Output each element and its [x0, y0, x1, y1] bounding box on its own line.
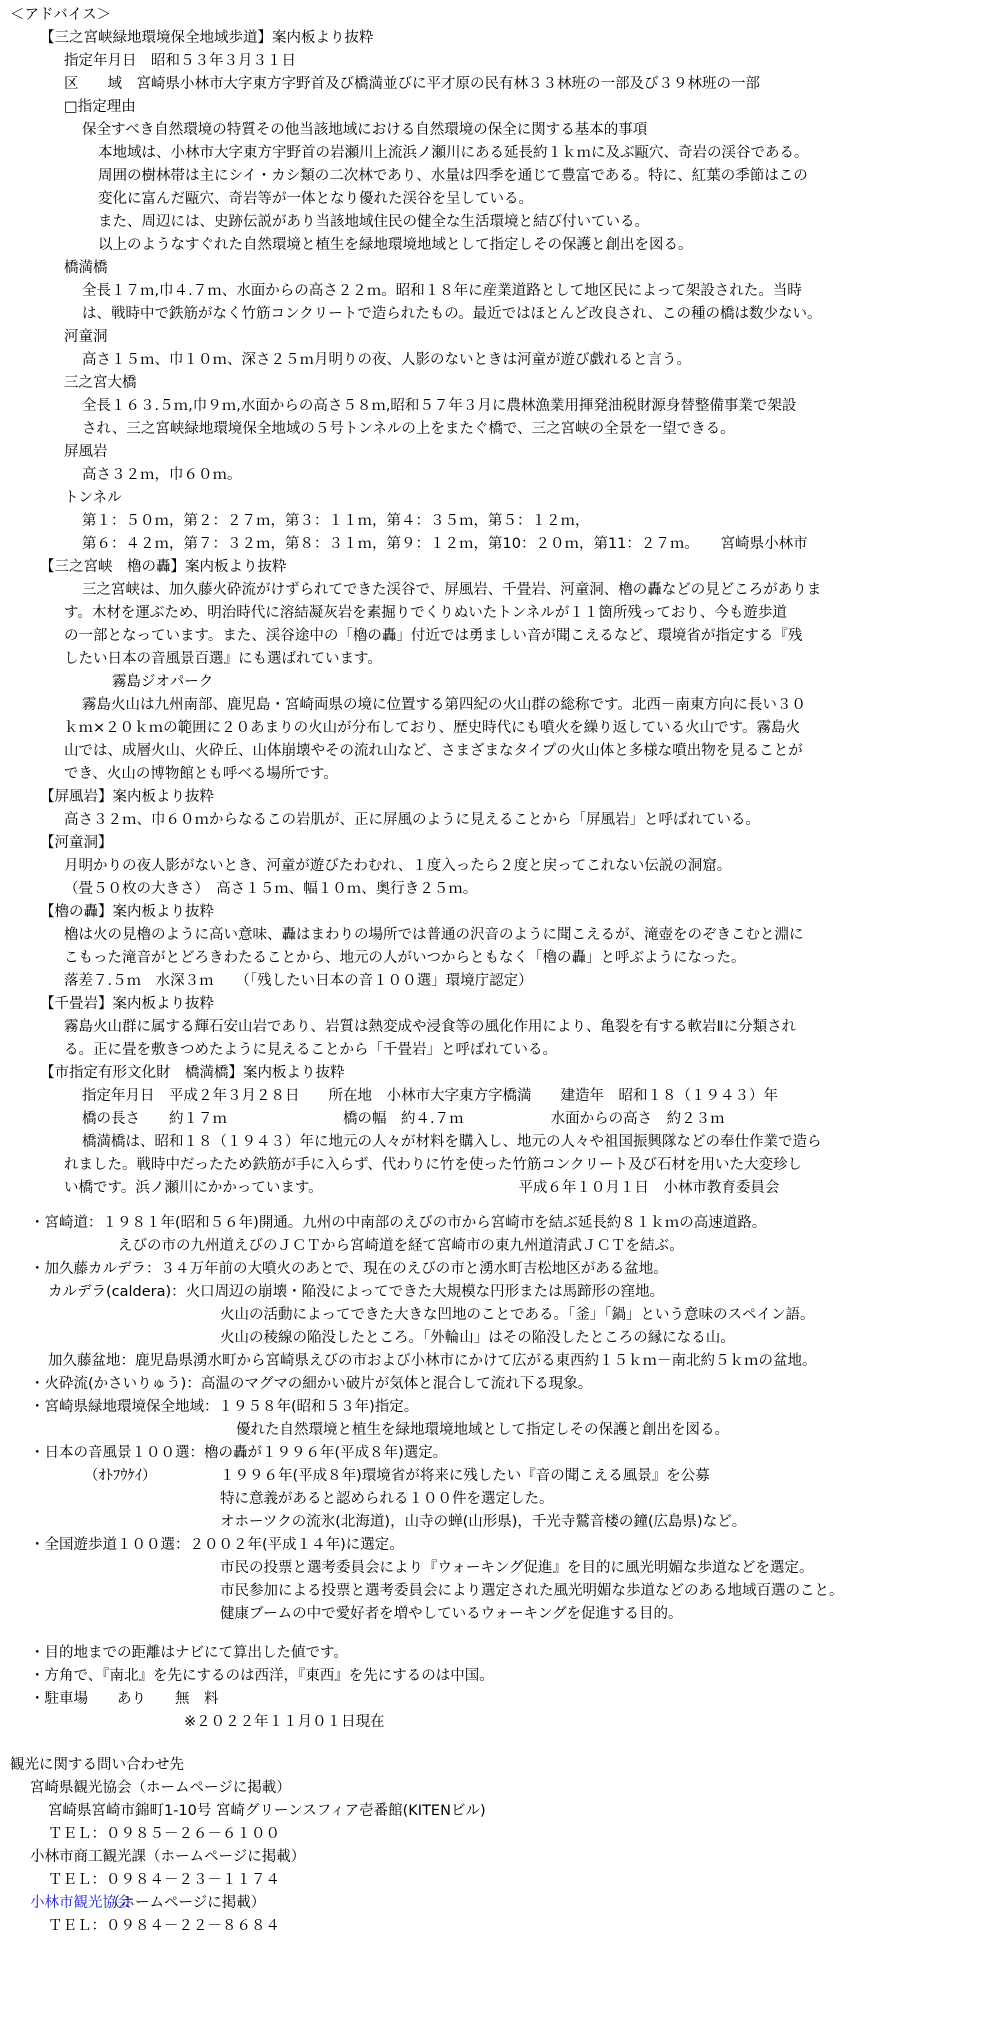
- text-line: の一部となっています。また、渓谷途中の「櫓の轟」付近では勇ましい音が聞こえるなど、環境省が指定する『残: [64, 628, 803, 644]
- text-line: ＜アドバイス＞: [10, 7, 112, 23]
- text-line: され、三之宮峡緑地環境保全地域の５号トンネルの上をまたぐ橋で、三之宮峡の全景を一望できる。: [82, 421, 735, 437]
- text-line: 加久藤盆地：鹿児島県湧水町から宮崎県えびの市および小林市にかけて広がる東西約１５ｋｍ－南北約５ｋｍの盆地。: [48, 1353, 817, 1369]
- text-line: ・火砕流(かさいりゅう)：高温のマグマの細かい破片が気体と混合して流れ下る現象。: [30, 1376, 593, 1392]
- text-line: 第１：５０ｍ，第２：２７ｍ，第３：１１ｍ，第４：３５ｍ，第５：１２ｍ，: [82, 513, 590, 529]
- text-line: 観光に関する問い合わせ先: [10, 1757, 184, 1773]
- text-line: 三之宮大橋: [64, 375, 137, 391]
- text-line: １９９６年(平成８年)環境省が将来に残したい『音の聞こえる風景』を公募: [220, 1468, 710, 1484]
- text-line: 【市指定有形文化財 橋満橋】案内板より抜粋: [40, 1065, 345, 1081]
- text-line: 区 域 宮崎県小林市大字東方字野首及び橋満並びに平才原の民有林３３林班の一部及び３９林班の一部: [64, 76, 760, 92]
- text-line: ・加久藤カルデラ：３４万年前の大噴火のあとで、現在のえびの市と湧水町吉松地区がある盆地。: [30, 1261, 668, 1277]
- text-line: こもった滝音がとどろきわたることから、地元の人がいつからともなく「櫓の轟」と呼ぶようになった。: [64, 950, 746, 966]
- text-line: □指定理由: [64, 99, 136, 115]
- text-line: 宮崎県観光協会（ホームページに掲載）: [30, 1780, 291, 1796]
- text-line: したい日本の音風景百選』にも選ばれています。: [64, 651, 382, 667]
- text-line: トンネル: [64, 490, 122, 506]
- text-line: 高さ３２ｍ，巾６０ｍ。: [82, 467, 242, 483]
- text-line: 霧島ジオパーク: [112, 674, 214, 690]
- kobayashi-tourism-association-link[interactable]: 小林市観光協会: [30, 1895, 132, 1911]
- text-line: ・目的地までの距離はナビにて算出した値です。: [30, 1645, 348, 1661]
- text-line: 全長１７ｍ,巾４.７ｍ、水面からの高さ２２ｍ。昭和１８年に産業道路として地区民によって架設された。当時: [82, 283, 802, 299]
- text-line: 橋満橋は、昭和１８（１９４３）年に地元の人々が材料を購入し、地元の人々や祖国振興隊などの奉仕作業で造ら: [82, 1134, 822, 1150]
- text-line: 第６：４２ｍ，第７：３２ｍ，第８：３１ｍ，第９：１２ｍ，第10：２０ｍ，第11：２７ｍ。 宮崎県小林市: [82, 536, 808, 552]
- text-line: 山では、成層火山、火砕丘、山体崩壊やその流れ山など、さまざまなタイプの火山体と多様な噴出物を見ることが: [64, 743, 803, 759]
- text-line: ＴＥＬ：０９８５－２６－６１００: [48, 1826, 280, 1842]
- text-line: オホーツクの流氷(北海道)，山寺の蝉(山形県)，千光寺鷲音楼の鐘(広島県)など。: [220, 1514, 747, 1530]
- text-line: 月明かりの夜人影がないとき、河童が遊びたわむれ、１度入ったら２度と戻ってこれない伝説の洞窟。: [64, 858, 732, 874]
- text-line: 【三之宮峡緑地環境保全地域歩道】案内板より抜粋: [40, 30, 374, 46]
- text-line: 【櫓の轟】案内板より抜粋: [40, 904, 214, 920]
- text-line: 全長１６３.５ｍ,巾９ｍ,水面からの高さ５８ｍ,昭和５７年３月に農林漁業用揮発油税財源身替整備事業で架設: [82, 398, 797, 414]
- text-line: 火山の活動によってできた大きな凹地のことである。「釜」「鍋」という意味のスペイン語。: [220, 1307, 815, 1323]
- text-line: （畳５０枚の大きさ） 高さ１５ｍ、幅１０ｍ、奥行き２５ｍ。: [64, 881, 478, 897]
- text-line: （ホームページに掲載）: [106, 1895, 266, 1911]
- text-line: ・宮崎道：１９８１年(昭和５６年)開通。九州の中南部のえびの市から宮崎市を結ぶ延長約８１ｋｍの高速道路。: [30, 1215, 767, 1231]
- text-line: 【屏風岩】案内板より抜粋: [40, 789, 214, 805]
- text-line: ・宮崎県緑地環境保全地域：１９５８年(昭和５３年)指定。: [30, 1399, 419, 1415]
- text-line: 市民の投票と選考委員会により『ウォーキング促進』を目的に風光明媚な歩道などを選定。: [220, 1560, 814, 1576]
- text-line: えびの市の九州道えびのＪＣＴから宮崎道を経て宮崎市の東九州道清武ＪＣＴを結ぶ。: [118, 1238, 684, 1254]
- text-line: 三之宮峡は、加久藤火砕流がけずられてできた渓谷で、屏風岩、千畳岩、河童洞、櫓の轟などの見どころがありま: [82, 582, 822, 598]
- text-line: 小林市商工観光課（ホームページに掲載）: [30, 1849, 306, 1865]
- text-line: れました。戦時中だったため鉄筋が手に入らず、代わりに竹を使った竹筋コンクリート及び石材を用いた大変珍し: [64, 1157, 803, 1173]
- text-line: 周囲の樹林帯は主にシイ・カシ類の二次林であり、水量は四季を通じて豊富である。特に、紅葉の季節はこの: [98, 168, 808, 184]
- text-line: 優れた自然環境と植生を緑地環境地域として指定しその保護と創出を図る。: [236, 1422, 729, 1438]
- text-line: 特に意義があると認められる１００件を選定した。: [220, 1491, 554, 1507]
- text-line: ・駐車場 あり 無 料: [30, 1691, 219, 1707]
- text-line: 火山の稜線の陥没したところ。「外輪山」はその陥没したところの縁になる山。: [220, 1330, 735, 1346]
- text-line: 落差７.５ｍ 水深３ｍ （「残したい日本の音１００選」環境庁認定）: [64, 973, 533, 989]
- text-line: 屏風岩: [64, 444, 108, 460]
- text-line: 橋満橋: [64, 260, 108, 276]
- text-line: ＴＥＬ：０９８４－２３－１１７４: [48, 1872, 280, 1888]
- text-line: 【河童洞】: [40, 835, 113, 851]
- text-line: い橋です。浜ノ瀬川にかかっています。 平成６年１０月１日 小林市教育委員会: [64, 1180, 780, 1196]
- text-line: ・方角で、『南北』を先にするのは西洋，『東西』を先にするのは中国。: [30, 1668, 494, 1684]
- text-line: 櫓は火の見櫓のように高い意味、轟はまわりの場所では普通の沢音のように聞こえるが、滝壺をのぞきこむと淵に: [64, 927, 804, 943]
- text-line: 霧島火山群に属する輝石安山岩であり、岩質は熱変成や浸食等の風化作用により、亀裂を有する軟岩Ⅱに分類され: [64, 1019, 797, 1035]
- text-line: 高さ３２ｍ、巾６０ｍからなるこの岩肌が、正に屏風のように見えることから「屏風岩」と呼ばれている。: [64, 812, 760, 828]
- text-line: る。正に畳を敷きつめたように見えることから「千畳岩」と呼ばれている。: [64, 1042, 557, 1058]
- text-line: カルデラ(caldera)：火口周辺の崩壊・陥没によってできた大規模な円形または馬蹄形の窪地。: [48, 1284, 665, 1300]
- text-line: す。木材を運ぶため、明治時代に溶結凝灰岩を素掘りでくりぬいたトンネルが１１箇所残っており、今も遊歩道: [64, 605, 787, 621]
- text-line: 本地域は、小林市大字東方宇野首の岩瀬川上流浜ノ瀬川にある延長約１ｋｍに及ぶ甌穴、奇岩の渓谷である。: [98, 145, 809, 161]
- text-line: 橋の長さ 約１７ｍ 橋の幅 約４.７ｍ 水面からの高さ 約２３ｍ: [82, 1111, 725, 1127]
- text-line: でき、火山の博物館とも呼べる場所です。: [64, 766, 338, 782]
- text-line: ｋｍ×２０ｋｍの範囲に２０あまりの火山が分布しており、歴史時代にも噴火を繰り返している火山です。霧島火: [64, 720, 800, 736]
- text-line: 健康ブームの中で愛好者を増やしているウォーキングを促進する目的。: [220, 1606, 683, 1622]
- text-line: 宮崎県宮崎市錦町1-10号 宮崎グリーンスフィア壱番館(KITENビル): [48, 1803, 486, 1819]
- text-line: （ｵﾄﾌｳｹｲ）: [84, 1468, 157, 1484]
- text-line: ※２０２２年１１月０１日現在: [184, 1714, 385, 1730]
- text-line: 霧島火山は九州南部、鹿児島・宮崎両県の境に位置する第四紀の火山群の総称です。北西－南東方向に長い３０: [82, 697, 806, 713]
- text-line: 【千畳岩】案内板より抜粋: [40, 996, 214, 1012]
- text-line: 保全すべき自然環境の特質その他当該地域における自然環境の保全に関する基本的事項: [82, 122, 648, 138]
- text-line: 高さ１５ｍ、巾１０ｍ、深さ２５ｍ月明りの夜、人影のないときは河童が遊び戯れると言う。: [82, 352, 691, 368]
- text-line: ・日本の音風景１００選：櫓の轟が１９９６年(平成８年)選定。: [30, 1445, 448, 1461]
- text-line: 変化に富んだ甌穴、奇岩等が一体となり優れた渓谷を呈している。: [98, 191, 533, 207]
- text-line: は、戦時中で鉄筋がなく竹筋コンクリートで造られたもの。最近ではほとんど改良され、この種の橋は数少ない。: [82, 306, 822, 322]
- text-line: また、周辺には、史跡伝説があり当該地域住民の健全な生活環境と結び付いている。: [98, 214, 649, 230]
- text-line: ＴＥＬ：０９８４－２２－８６８４: [48, 1918, 280, 1934]
- text-line: 指定年月日 昭和５３年３月３１日: [64, 53, 296, 69]
- text-line: 河童洞: [64, 329, 108, 345]
- text-line: ・全国遊歩道１００選：２００２年(平成１４年)に選定。: [30, 1537, 404, 1553]
- text-line: 指定年月日 平成２年３月２８日 所在地 小林市大字東方字橋満 建造年 昭和１８（１９４３）年: [82, 1088, 778, 1104]
- text-line: 【三之宮峡 櫓の轟】案内板より抜粋: [40, 559, 287, 575]
- text-line: 市民参加による投票と選考委員会により選定された風光明媚な歩道などのある地域百選のこと。: [220, 1583, 844, 1599]
- text-line: 以上のようなすぐれた自然環境と植生を緑地環境地域として指定しその保護と創出を図る。: [98, 237, 693, 253]
